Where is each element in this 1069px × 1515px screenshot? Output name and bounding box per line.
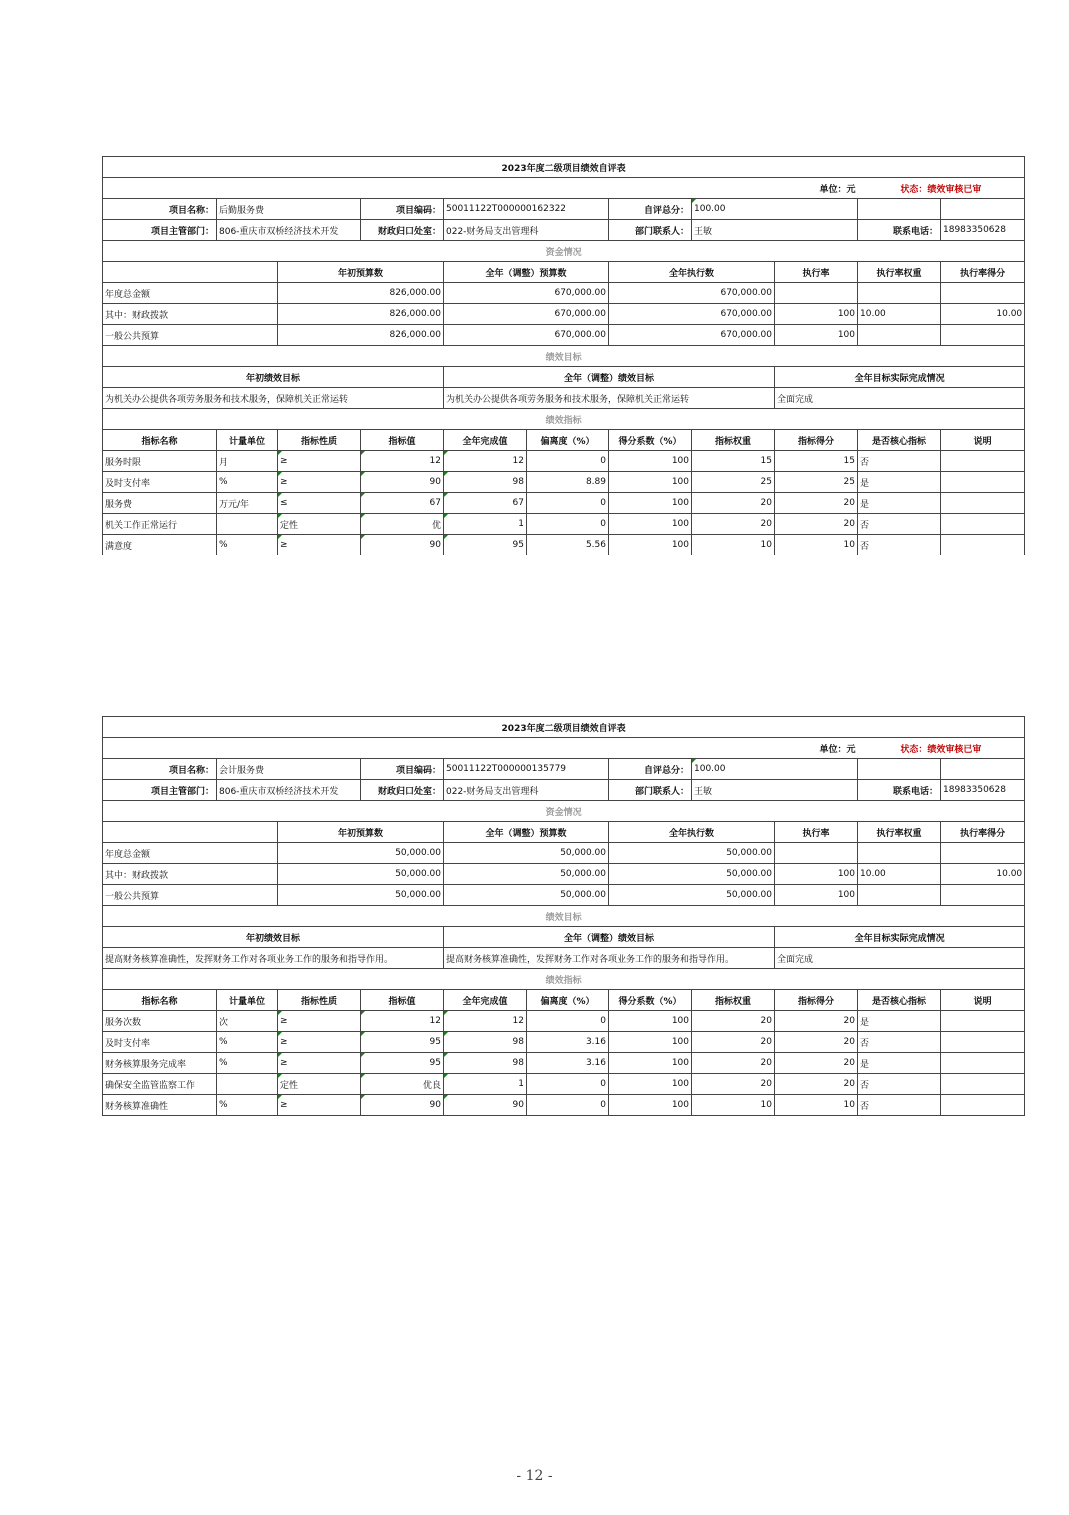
indicator-score: 20 <box>775 1053 858 1074</box>
contact-value: 王敏 <box>692 220 858 241</box>
indicator-score: 20 <box>775 1032 858 1053</box>
indicator-deviation: 5.56 <box>527 535 609 556</box>
indicator-name: 财务核算准确性 <box>103 1095 217 1116</box>
indicator-unit <box>217 1074 278 1095</box>
indicator-value: 90 <box>361 535 444 556</box>
indicator-core: 否 <box>858 1095 941 1116</box>
indicator-header: 指标名称 <box>103 990 217 1011</box>
indicator-unit: % <box>217 472 278 493</box>
indicator-actual: 95 <box>444 535 527 556</box>
funds-header: 执行率得分 <box>941 822 1025 843</box>
indicator-score: 20 <box>775 514 858 535</box>
dept-value: 806-重庆市双桥经济技术开发 <box>217 780 361 801</box>
indicator-actual: 1 <box>444 1074 527 1095</box>
indicator-core: 是 <box>858 1053 941 1074</box>
funds-header: 年初预算数 <box>278 262 444 283</box>
indicator-name: 服务次数 <box>103 1011 217 1032</box>
indicator-header: 指标性质 <box>278 990 361 1011</box>
funds-weight: 10.00 <box>858 304 941 325</box>
funds-executed: 670,000.00 <box>609 325 775 346</box>
goals-header: 年初绩效目标 <box>103 367 444 388</box>
funds-initial: 50,000.00 <box>278 885 444 906</box>
funds-row-label: 年度总金额 <box>103 843 278 864</box>
indicator-deviation: 3.16 <box>527 1032 609 1053</box>
project-name-value: 后勤服务费 <box>217 199 361 220</box>
indicator-row <box>103 1032 1025 1053</box>
goals-header: 全年（调整）绩效目标 <box>444 367 775 388</box>
goal-actual: 全面完成 <box>775 388 1025 409</box>
indicator-header: 说明 <box>941 990 1025 1011</box>
page-number: - 12 - <box>516 1468 553 1484</box>
indicator-name: 满意度 <box>103 535 217 556</box>
funds-adjusted: 670,000.00 <box>444 283 609 304</box>
indicator-header: 全年完成值 <box>444 990 527 1011</box>
funds-executed: 50,000.00 <box>609 843 775 864</box>
evaluation-sheet-2 <box>102 716 1024 1116</box>
funds-weight <box>858 283 941 304</box>
sheet-title: 2023年度二级项目绩效自评表 <box>103 717 1025 738</box>
indicator-weight: 15 <box>692 451 775 472</box>
indicator-weight: 10 <box>692 1095 775 1116</box>
indicator-name: 及时支付率 <box>103 1032 217 1053</box>
indicator-nature: ≥ <box>278 1011 361 1032</box>
funds-weight <box>858 325 941 346</box>
indicator-header: 指标权重 <box>692 430 775 451</box>
funds-rate: 100 <box>775 864 858 885</box>
indicator-header: 指标值 <box>361 430 444 451</box>
goals-header: 全年目标实际完成情况 <box>775 367 1025 388</box>
indicator-unit: % <box>217 1032 278 1053</box>
indicator-header: 指标权重 <box>692 990 775 1011</box>
indicator-header: 偏离度（%） <box>527 990 609 1011</box>
funds-initial: 826,000.00 <box>278 304 444 325</box>
indicator-name: 服务费 <box>103 493 217 514</box>
status-badge: 状态：绩效审核已审 <box>858 738 1025 759</box>
indicator-note <box>941 1074 1025 1095</box>
indicator-actual: 67 <box>444 493 527 514</box>
sheet-title: 2023年度二级项目绩效自评表 <box>103 157 1025 178</box>
indicator-value: 67 <box>361 493 444 514</box>
indicator-note <box>941 451 1025 472</box>
funds-rate <box>775 843 858 864</box>
indicator-actual: 98 <box>444 472 527 493</box>
indicator-row <box>103 451 1025 472</box>
funds-section-title: 资金情况 <box>103 801 1025 822</box>
empty-cell <box>858 199 941 220</box>
funds-row-label: 其中：财政拨款 <box>103 864 278 885</box>
goals-header: 年初绩效目标 <box>103 927 444 948</box>
indicator-nature: 定性 <box>278 514 361 535</box>
indicator-core: 否 <box>858 514 941 535</box>
phone-label: 联系电话： <box>858 780 941 801</box>
indicator-deviation: 0 <box>527 514 609 535</box>
indicator-nature: ≤ <box>278 493 361 514</box>
indicator-deviation: 3.16 <box>527 1053 609 1074</box>
finance-office-label: 财政归口处室： <box>361 220 444 241</box>
empty-cell <box>858 759 941 780</box>
indicator-weight: 20 <box>692 1011 775 1032</box>
indicator-deviation: 0 <box>527 451 609 472</box>
indicator-weight: 20 <box>692 1032 775 1053</box>
indicator-note <box>941 1053 1025 1074</box>
indicator-coef: 100 <box>609 451 692 472</box>
indicator-header: 指标性质 <box>278 430 361 451</box>
indicator-name: 财务核算服务完成率 <box>103 1053 217 1074</box>
indicator-row <box>103 493 1025 514</box>
self-score-label: 自评总分： <box>609 759 692 780</box>
indicators-section-title: 绩效指标 <box>103 969 1025 990</box>
goal-initial: 提高财务核算准确性，发挥财务工作对各项业务工作的服务和指导作用。 <box>103 948 444 969</box>
funds-row <box>103 885 1025 906</box>
phone-value: 18983350628 <box>941 220 1025 241</box>
indicator-coef: 100 <box>609 472 692 493</box>
project-code-label: 项目编码： <box>361 199 444 220</box>
indicator-note <box>941 472 1025 493</box>
indicator-note <box>941 493 1025 514</box>
evaluation-table <box>102 716 1025 1116</box>
funds-row <box>103 304 1025 325</box>
indicator-name: 服务时限 <box>103 451 217 472</box>
funds-header: 年初预算数 <box>278 822 444 843</box>
evaluation-sheet-1 <box>102 156 1024 555</box>
funds-adjusted: 670,000.00 <box>444 304 609 325</box>
indicator-score: 10 <box>775 1095 858 1116</box>
funds-adjusted: 50,000.00 <box>444 864 609 885</box>
unit-label: 单位：元 <box>103 738 858 759</box>
contact-label: 部门联系人： <box>609 780 692 801</box>
funds-row <box>103 283 1025 304</box>
funds-header: 全年执行数 <box>609 262 775 283</box>
status-badge: 状态：绩效审核已审 <box>858 178 1025 199</box>
indicator-unit: % <box>217 1053 278 1074</box>
funds-score <box>941 885 1025 906</box>
indicator-coef: 100 <box>609 1032 692 1053</box>
empty-cell <box>941 759 1025 780</box>
indicator-actual: 98 <box>444 1032 527 1053</box>
indicator-header: 是否核心指标 <box>858 990 941 1011</box>
indicator-nature: ≥ <box>278 1095 361 1116</box>
indicator-value: 95 <box>361 1032 444 1053</box>
funds-executed: 50,000.00 <box>609 885 775 906</box>
goals-header: 全年目标实际完成情况 <box>775 927 1025 948</box>
funds-header: 全年（调整）预算数 <box>444 822 609 843</box>
goals-section-title: 绩效目标 <box>103 346 1025 367</box>
contact-value: 王敏 <box>692 780 858 801</box>
funds-initial: 826,000.00 <box>278 325 444 346</box>
indicator-nature: ≥ <box>278 535 361 556</box>
funds-rate: 100 <box>775 325 858 346</box>
goals-header: 全年（调整）绩效目标 <box>444 927 775 948</box>
funds-adjusted: 670,000.00 <box>444 325 609 346</box>
funds-rate <box>775 283 858 304</box>
indicator-coef: 100 <box>609 1095 692 1116</box>
indicator-header: 指标得分 <box>775 990 858 1011</box>
indicator-unit: % <box>217 535 278 556</box>
dept-value: 806-重庆市双桥经济技术开发 <box>217 220 361 241</box>
funds-row-label: 一般公共预算 <box>103 325 278 346</box>
funds-score <box>941 283 1025 304</box>
indicator-core: 是 <box>858 472 941 493</box>
indicator-coef: 100 <box>609 1053 692 1074</box>
indicator-row <box>103 1053 1025 1074</box>
indicator-actual: 98 <box>444 1053 527 1074</box>
indicator-unit: 次 <box>217 1011 278 1032</box>
indicator-row <box>103 1074 1025 1095</box>
indicator-weight: 20 <box>692 514 775 535</box>
indicator-score: 15 <box>775 451 858 472</box>
indicator-name: 及时支付率 <box>103 472 217 493</box>
funds-weight: 10.00 <box>858 864 941 885</box>
project-code-label: 项目编码： <box>361 759 444 780</box>
unit-label: 单位：元 <box>103 178 858 199</box>
indicators-section-title: 绩效指标 <box>103 409 1025 430</box>
self-score-value: 100.00 <box>692 199 858 220</box>
indicator-deviation: 0 <box>527 1074 609 1095</box>
funds-executed: 670,000.00 <box>609 283 775 304</box>
funds-header: 全年（调整）预算数 <box>444 262 609 283</box>
funds-header: 执行率得分 <box>941 262 1025 283</box>
project-name-label: 项目名称： <box>103 759 217 780</box>
indicator-coef: 100 <box>609 1011 692 1032</box>
indicator-unit: % <box>217 1095 278 1116</box>
funds-section-title: 资金情况 <box>103 241 1025 262</box>
funds-row-label: 年度总金额 <box>103 283 278 304</box>
goal-adjusted: 提高财务核算准确性，发挥财务工作对各项业务工作的服务和指导作用。 <box>444 948 775 969</box>
indicator-unit: 月 <box>217 451 278 472</box>
funds-adjusted: 50,000.00 <box>444 885 609 906</box>
indicator-row <box>103 535 1025 556</box>
phone-label: 联系电话： <box>858 220 941 241</box>
funds-weight <box>858 885 941 906</box>
indicator-note <box>941 1095 1025 1116</box>
indicator-core: 否 <box>858 1074 941 1095</box>
finance-office-value: 022-财务局支出管理科 <box>444 220 609 241</box>
empty-cell <box>103 262 278 283</box>
phone-value: 18983350628 <box>941 780 1025 801</box>
indicator-core: 是 <box>858 1011 941 1032</box>
indicator-row <box>103 1095 1025 1116</box>
indicator-header: 是否核心指标 <box>858 430 941 451</box>
indicator-header: 指标值 <box>361 990 444 1011</box>
indicator-actual: 12 <box>444 1011 527 1032</box>
contact-label: 部门联系人： <box>609 220 692 241</box>
indicator-weight: 10 <box>692 535 775 556</box>
funds-score: 10.00 <box>941 304 1025 325</box>
funds-initial: 50,000.00 <box>278 843 444 864</box>
indicator-actual: 12 <box>444 451 527 472</box>
self-score-label: 自评总分： <box>609 199 692 220</box>
funds-executed: 50,000.00 <box>609 864 775 885</box>
indicator-deviation: 0 <box>527 493 609 514</box>
indicator-nature: 定性 <box>278 1074 361 1095</box>
indicator-deviation: 8.89 <box>527 472 609 493</box>
indicator-header: 得分系数（%） <box>609 990 692 1011</box>
funds-row <box>103 864 1025 885</box>
funds-executed: 670,000.00 <box>609 304 775 325</box>
funds-score <box>941 325 1025 346</box>
indicator-header: 指标得分 <box>775 430 858 451</box>
indicator-header: 指标名称 <box>103 430 217 451</box>
funds-initial: 50,000.00 <box>278 864 444 885</box>
indicator-actual: 1 <box>444 514 527 535</box>
indicator-score: 10 <box>775 535 858 556</box>
indicator-note <box>941 1011 1025 1032</box>
indicator-score: 20 <box>775 1074 858 1095</box>
indicator-nature: ≥ <box>278 451 361 472</box>
indicator-unit <box>217 514 278 535</box>
funds-adjusted: 50,000.00 <box>444 843 609 864</box>
funds-rate: 100 <box>775 304 858 325</box>
funds-header: 全年执行数 <box>609 822 775 843</box>
indicator-coef: 100 <box>609 535 692 556</box>
funds-weight <box>858 843 941 864</box>
indicator-coef: 100 <box>609 514 692 535</box>
project-code-value: 50011122T000000162322 <box>444 199 609 220</box>
funds-initial: 826,000.00 <box>278 283 444 304</box>
indicator-name: 确保安全监管监察工作 <box>103 1074 217 1095</box>
indicator-header: 计量单位 <box>217 430 278 451</box>
funds-row <box>103 325 1025 346</box>
indicator-deviation: 0 <box>527 1011 609 1032</box>
funds-header: 执行率 <box>775 822 858 843</box>
indicator-core: 否 <box>858 535 941 556</box>
funds-header: 执行率权重 <box>858 822 941 843</box>
indicator-unit: 万元/年 <box>217 493 278 514</box>
indicator-value: 优良 <box>361 1074 444 1095</box>
dept-label: 项目主管部门： <box>103 780 217 801</box>
funds-score <box>941 843 1025 864</box>
funds-row-label: 其中：财政拨款 <box>103 304 278 325</box>
indicator-actual: 90 <box>444 1095 527 1116</box>
indicator-value: 优 <box>361 514 444 535</box>
indicator-header: 说明 <box>941 430 1025 451</box>
funds-header: 执行率 <box>775 262 858 283</box>
dept-label: 项目主管部门： <box>103 220 217 241</box>
indicator-name: 机关工作正常运行 <box>103 514 217 535</box>
empty-cell <box>103 822 278 843</box>
indicator-header: 得分系数（%） <box>609 430 692 451</box>
empty-cell <box>941 199 1025 220</box>
indicator-value: 95 <box>361 1053 444 1074</box>
indicator-core: 否 <box>858 451 941 472</box>
funds-rate: 100 <box>775 885 858 906</box>
indicator-weight: 20 <box>692 493 775 514</box>
indicator-coef: 100 <box>609 493 692 514</box>
indicator-coef: 100 <box>609 1074 692 1095</box>
funds-score: 10.00 <box>941 864 1025 885</box>
goal-adjusted: 为机关办公提供各项劳务服务和技术服务，保障机关正常运转 <box>444 388 775 409</box>
project-code-value: 50011122T000000135779 <box>444 759 609 780</box>
finance-office-value: 022-财务局支出管理科 <box>444 780 609 801</box>
indicator-header: 计量单位 <box>217 990 278 1011</box>
indicator-nature: ≥ <box>278 472 361 493</box>
indicator-weight: 20 <box>692 1053 775 1074</box>
indicator-weight: 20 <box>692 1074 775 1095</box>
finance-office-label: 财政归口处室： <box>361 780 444 801</box>
project-name-value: 会计服务费 <box>217 759 361 780</box>
goal-initial: 为机关办公提供各项劳务服务和技术服务，保障机关正常运转 <box>103 388 444 409</box>
indicator-weight: 25 <box>692 472 775 493</box>
indicator-core: 否 <box>858 1032 941 1053</box>
goals-section-title: 绩效目标 <box>103 906 1025 927</box>
self-score-value: 100.00 <box>692 759 858 780</box>
project-name-label: 项目名称： <box>103 199 217 220</box>
evaluation-table <box>102 156 1025 555</box>
indicator-score: 25 <box>775 472 858 493</box>
indicator-value: 90 <box>361 1095 444 1116</box>
indicator-core: 是 <box>858 493 941 514</box>
indicator-header: 全年完成值 <box>444 430 527 451</box>
funds-header: 执行率权重 <box>858 262 941 283</box>
indicator-deviation: 0 <box>527 1095 609 1116</box>
goal-actual: 全面完成 <box>775 948 1025 969</box>
indicator-score: 20 <box>775 493 858 514</box>
indicator-value: 12 <box>361 451 444 472</box>
indicator-row <box>103 472 1025 493</box>
indicator-row <box>103 514 1025 535</box>
funds-row-label: 一般公共预算 <box>103 885 278 906</box>
indicator-header: 偏离度（%） <box>527 430 609 451</box>
funds-row <box>103 843 1025 864</box>
indicator-value: 90 <box>361 472 444 493</box>
indicator-row <box>103 1011 1025 1032</box>
indicator-note <box>941 1032 1025 1053</box>
indicator-nature: ≥ <box>278 1053 361 1074</box>
indicator-nature: ≥ <box>278 1032 361 1053</box>
indicator-note <box>941 535 1025 556</box>
indicator-value: 12 <box>361 1011 444 1032</box>
indicator-note <box>941 514 1025 535</box>
indicator-score: 20 <box>775 1011 858 1032</box>
